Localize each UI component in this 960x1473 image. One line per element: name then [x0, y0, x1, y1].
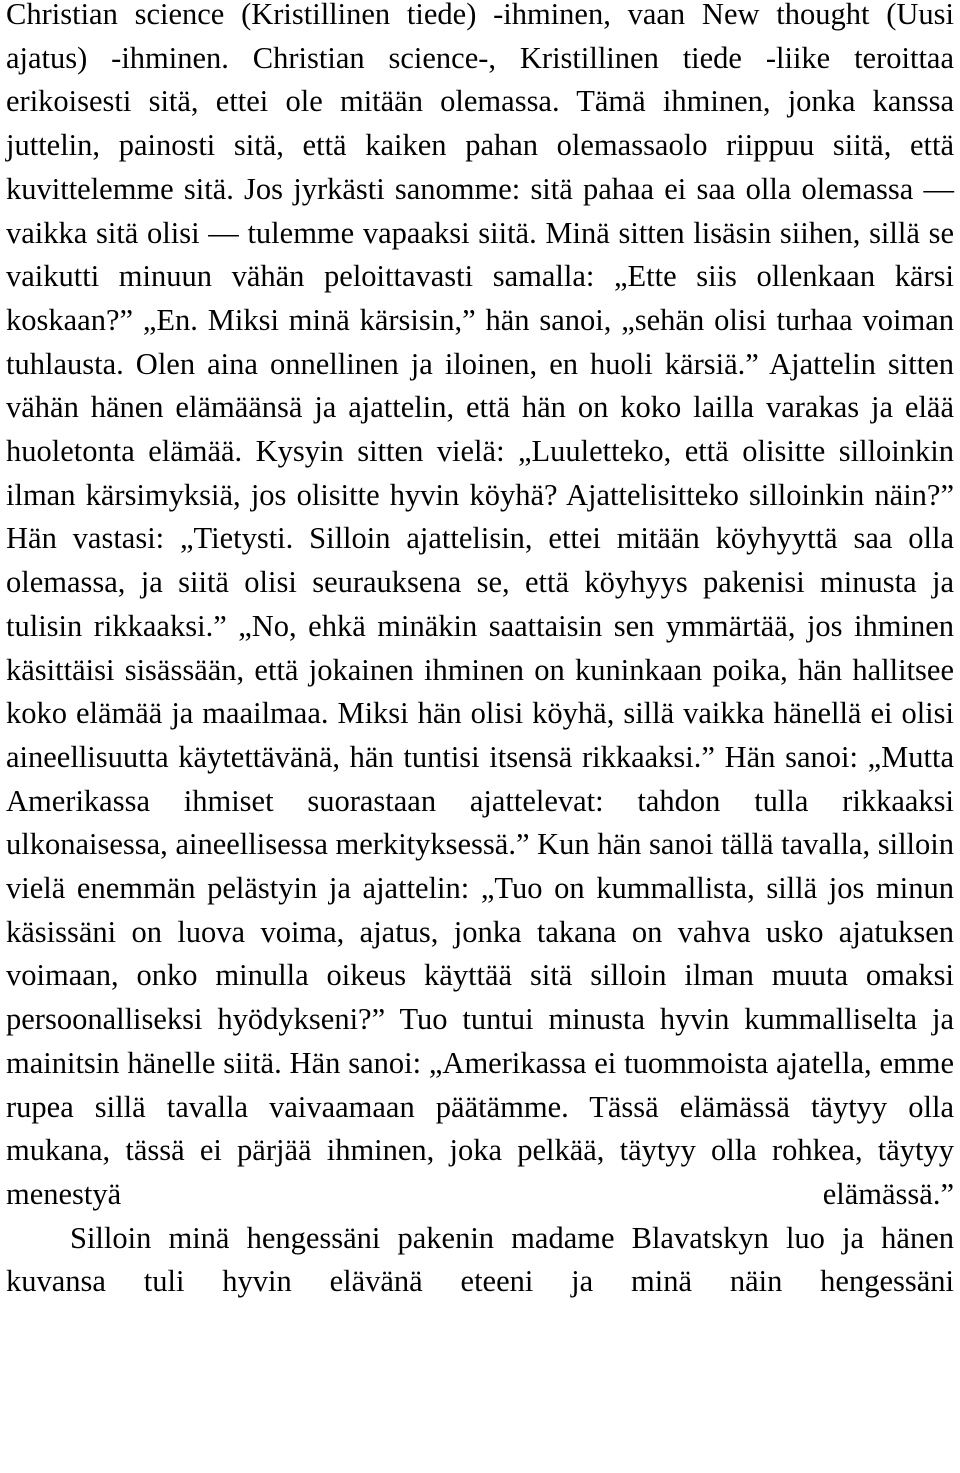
- body-paragraph-1: Christian science (Kristillinen tiede) -ihminen, vaan New thought (Uusi ajatus) -ihminen. Christian science-, Kristillinen tiede -liike teroittaa erikoisesti sitä, ettei ole mitään olemassa. Tämä ihminen, jonka kanssa juttelin, painosti sitä, että kaiken pahan olemassaolo riippuu siitä, että kuvittelemme sitä. Jos jyrkästi sanomme: sitä pahaa ei saa olla olemassa — vaikka sitä olisi — tulemme vapaaksi siitä. Minä sitten lisäsin siihen, sillä se vaikutti minuun vähän peloittavasti samalla: „Ette siis ollenkaan kärsi koskaan?” „En. Miksi minä kärsisin,” hän sanoi, „sehän olisi turhaa voiman tuhlausta. Olen aina onnellinen ja iloinen, en huoli kärsiä.” Ajattelin sitten vähän hänen elämäänsä ja ajattelin, että hän on koko lailla varakas ja elää huoletonta elämää. Kysyin sitten vielä: „Luuletteko, että olisitte silloinkin ilman kärsimyksiä, jos olisitte hyvin köyhä? Ajattelisitteko silloinkin näin?” Hän vastasi: „Tietysti. Silloin ajattelisin, ettei mitään köyhyyttä saa olla olemassa, ja siitä olisi seurauksena se, että köyhyys pakenisi minusta ja tulisin rikkaaksi.” „No, ehkä minäkin saattaisin sen ymmärtää, jos ihminen käsittäisi sisässään, että jokainen ihminen on kuninkaan poika, hän hallitsee koko elämää ja maailmaa. Miksi hän olisi köyhä, sillä vaikka hänellä ei olisi aineellisuutta käytettävänä, hän tuntisi itsensä rikkaaksi.” Hän sanoi: „Mutta Amerikassa ihmiset suorastaan ajattelevat: tahdon tulla rikkaaksi ulkonaisessa, aineellisessa merkityksessä.” Kun hän sanoi tällä tavalla, silloin vielä enemmän pelästyin ja ajattelin: „Tuo on kummallista, sillä jos minun käsissäni on luova voima, ajatus, jonka takana on vahva usko ajatuksen voimaan, onko minulla oikeus käyttää sitä silloin ilman muuta omaksi persoonalliseksi hyödykseni?” Tuo tuntui minusta hyvin kummalliselta ja mainitsin hänelle siitä. Hän sanoi: „Amerikassa ei tuommoista ajatella, emme rupea sillä tavalla vaivaamaan päätämme. Tässä elämässä täytyy olla mukana, tässä ei pärjää ihminen, joka pelkää, täytyy olla rohkea, täytyy menestyä elämässä.”: [6, 0, 954, 1211]
- body-paragraph-2: Silloin minä hengessäni pakenin madame Blavatskyn luo ja hänen kuvansa tuli hyvin elävänä eteeni ja minä näin hengessäni: [6, 1220, 954, 1299]
